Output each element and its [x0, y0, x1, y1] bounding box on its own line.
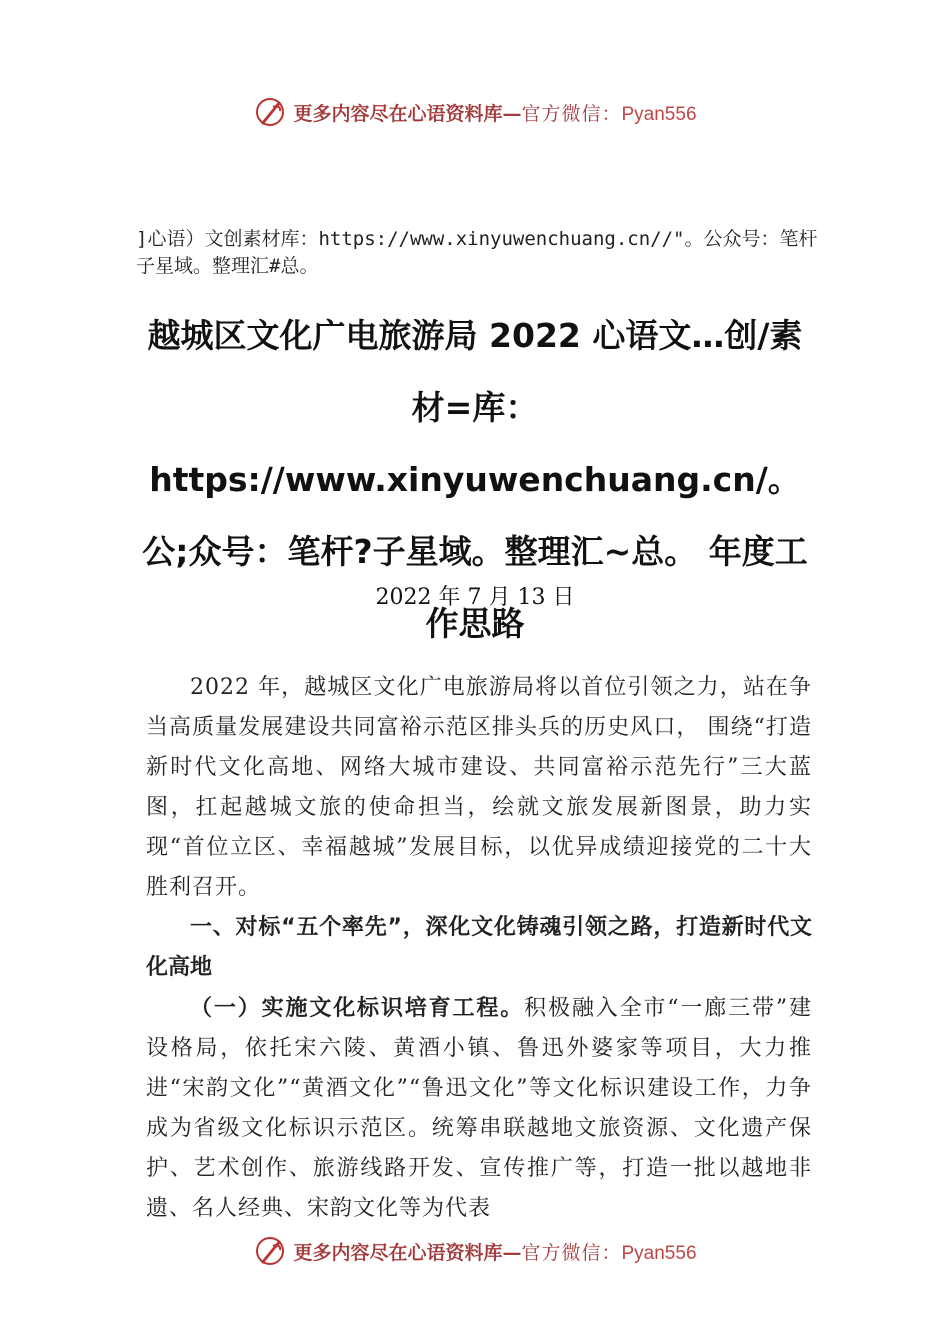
- top-banner: [0, 95, 950, 135]
- header-note: ]心语）文创素材库：https://www.xinyuwenchuang.cn//"。公众号：笔杆子星域。整理汇#总。: [136, 228, 818, 277]
- document-body: [146, 668, 812, 1229]
- quill-logo-icon: [253, 1234, 287, 1268]
- document-title: 越城区文化广电旅游局 2022 心语文…创/素材=库：https://www.xinyuwenchuang.cn/。公;众号：笔杆?子星域。整理汇~总。 年度工作思路: [142, 316, 808, 643]
- subsection-heading: （一）实施文化标识培育工程。: [190, 995, 525, 1021]
- intro-paragraph: 2022 年，越城区文化广电旅游局将以首位引领之力，站在争当高质量发展建设共同富裕示范区排头兵的历史风口， 围绕“打造新时代文化高地、网络大城市建设、共同富裕示范先行”三大蓝图，扛起越城文旅的使命担当，绘就文旅发展新图景，助力实现“首位立区、幸福越城”发展目标，以优异成绩迎接党的二十大胜利召开。: [146, 675, 812, 900]
- banner-text: 更多内容尽在心语资料库—官方微信：Pyan556: [293, 1241, 697, 1264]
- banner-text: 更多内容尽在心语资料库—官方微信：Pyan556: [293, 102, 697, 125]
- subsection-text: 积极融入全市“一廊三带”建设格局，依托宋六陵、黄酒小镇、鲁迅外婆家等项目，大力推进“宋韵文化”“黄酒文化”“鲁迅文化”等文化标识建设工作，力争成为省级文化标识示范区。统筹串联越地文旅资源、文化遗产保护、艺术创作、旅游线路开发、宣传推广等，打造一批以越地非遗、名人经典、宋韵文化等为代表: [146, 996, 812, 1221]
- bottom-banner: [0, 1234, 950, 1274]
- document-date: 2022 年 7 月 13 日: [375, 585, 575, 610]
- section-heading: 一、对标“五个率先”，深化文化铸魂引领之路，打造新时代文化高地: [146, 915, 812, 980]
- quill-logo-icon: [253, 95, 287, 129]
- subsection-paragraph: [146, 988, 812, 1229]
